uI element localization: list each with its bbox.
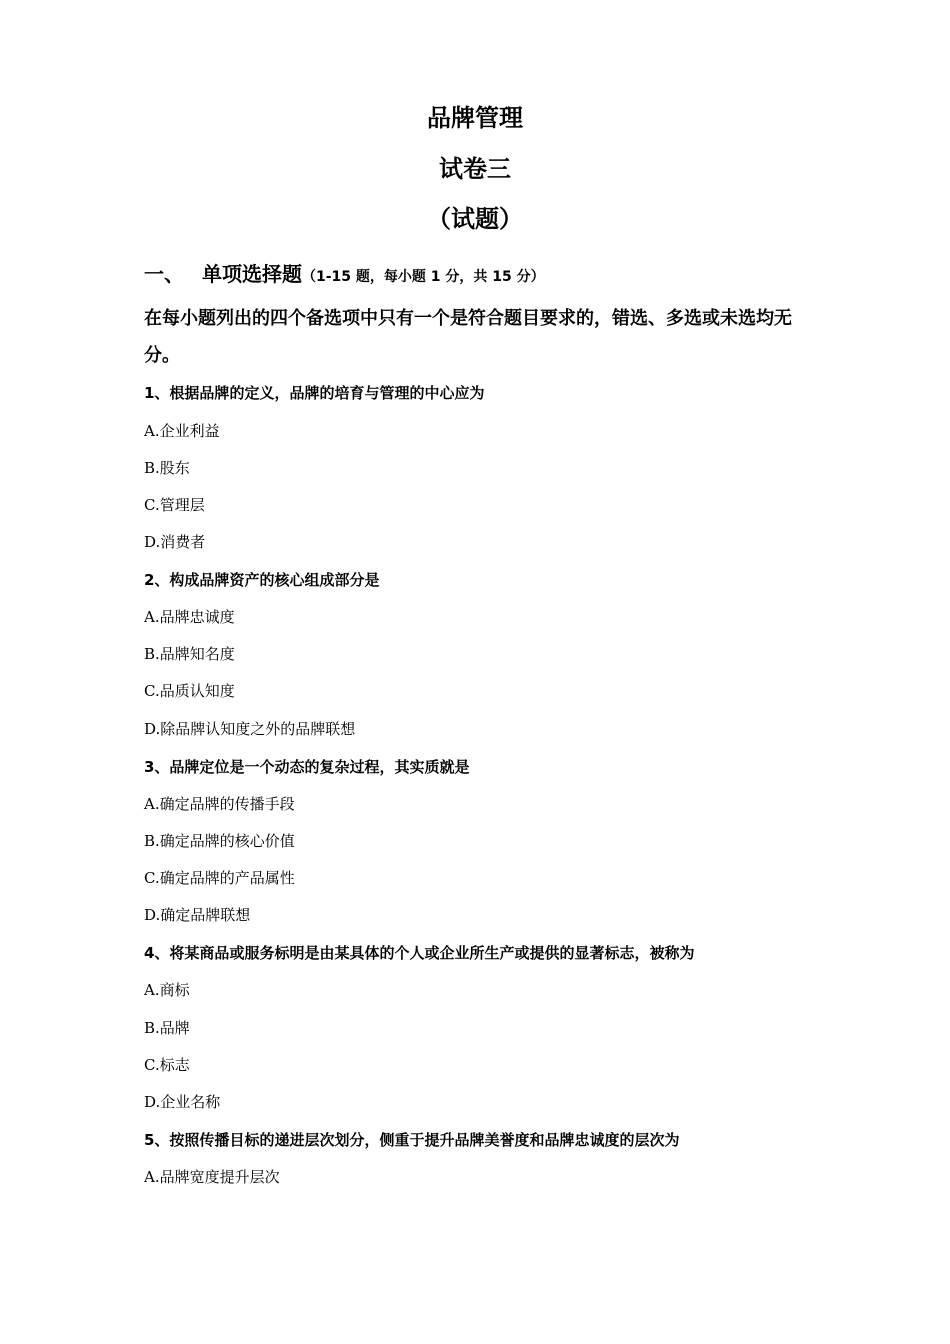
option-a: A.确定品牌的传播手段 [144, 795, 295, 813]
question-stem: 5、按照传播目标的递进层次划分，侧重于提升品牌美誉度和品牌忠诚度的层次为 [144, 1131, 680, 1149]
paper-type-label: （试题） [427, 205, 523, 233]
option-d: D.企业名称 [144, 1093, 221, 1111]
section-title: 单项选择题 [202, 262, 302, 286]
option-b: B.品牌 [144, 1019, 190, 1037]
question-stem: 3、品牌定位是一个动态的复杂过程，其实质就是 [144, 758, 470, 776]
option-c: C.标志 [144, 1056, 190, 1074]
question-stem: 4、将某商品或服务标明是由某具体的个人或企业所生产或提供的显著标志，被称为 [144, 944, 695, 962]
document-title: 品牌管理 [427, 104, 523, 132]
option-c: C.管理层 [144, 496, 205, 514]
option-a: A.品牌宽度提升层次 [144, 1168, 280, 1186]
question-stem: 2、构成品牌资产的核心组成部分是 [144, 571, 380, 589]
option-d: D.确定品牌联想 [144, 906, 251, 924]
document-subtitle: 试卷三 [439, 155, 511, 183]
option-b: B.品牌知名度 [144, 645, 235, 663]
section-note: （1-15 题，每小题 1 分，共 15 分） [302, 269, 545, 285]
option-a: A.品牌忠诚度 [144, 608, 235, 626]
option-b: B.确定品牌的核心价值 [144, 832, 295, 850]
option-c: C.品质认知度 [144, 682, 235, 700]
option-a: A.企业利益 [144, 422, 220, 440]
option-d: D.除品牌认知度之外的品牌联想 [144, 720, 356, 738]
question-stem: 1、根据品牌的定义，品牌的培育与管理的中心应为 [144, 384, 485, 402]
option-c: C.确定品牌的产品属性 [144, 869, 295, 887]
section-instructions: 在每小题列出的四个备选项中只有一个是符合题目要求的，错选、多选或未选均无分。 [144, 308, 792, 366]
section-number: 一、 [144, 262, 184, 286]
option-a: A.商标 [144, 981, 190, 999]
option-d: D.消费者 [144, 533, 206, 551]
section-heading [144, 258, 545, 287]
option-b: B.股东 [144, 459, 190, 477]
